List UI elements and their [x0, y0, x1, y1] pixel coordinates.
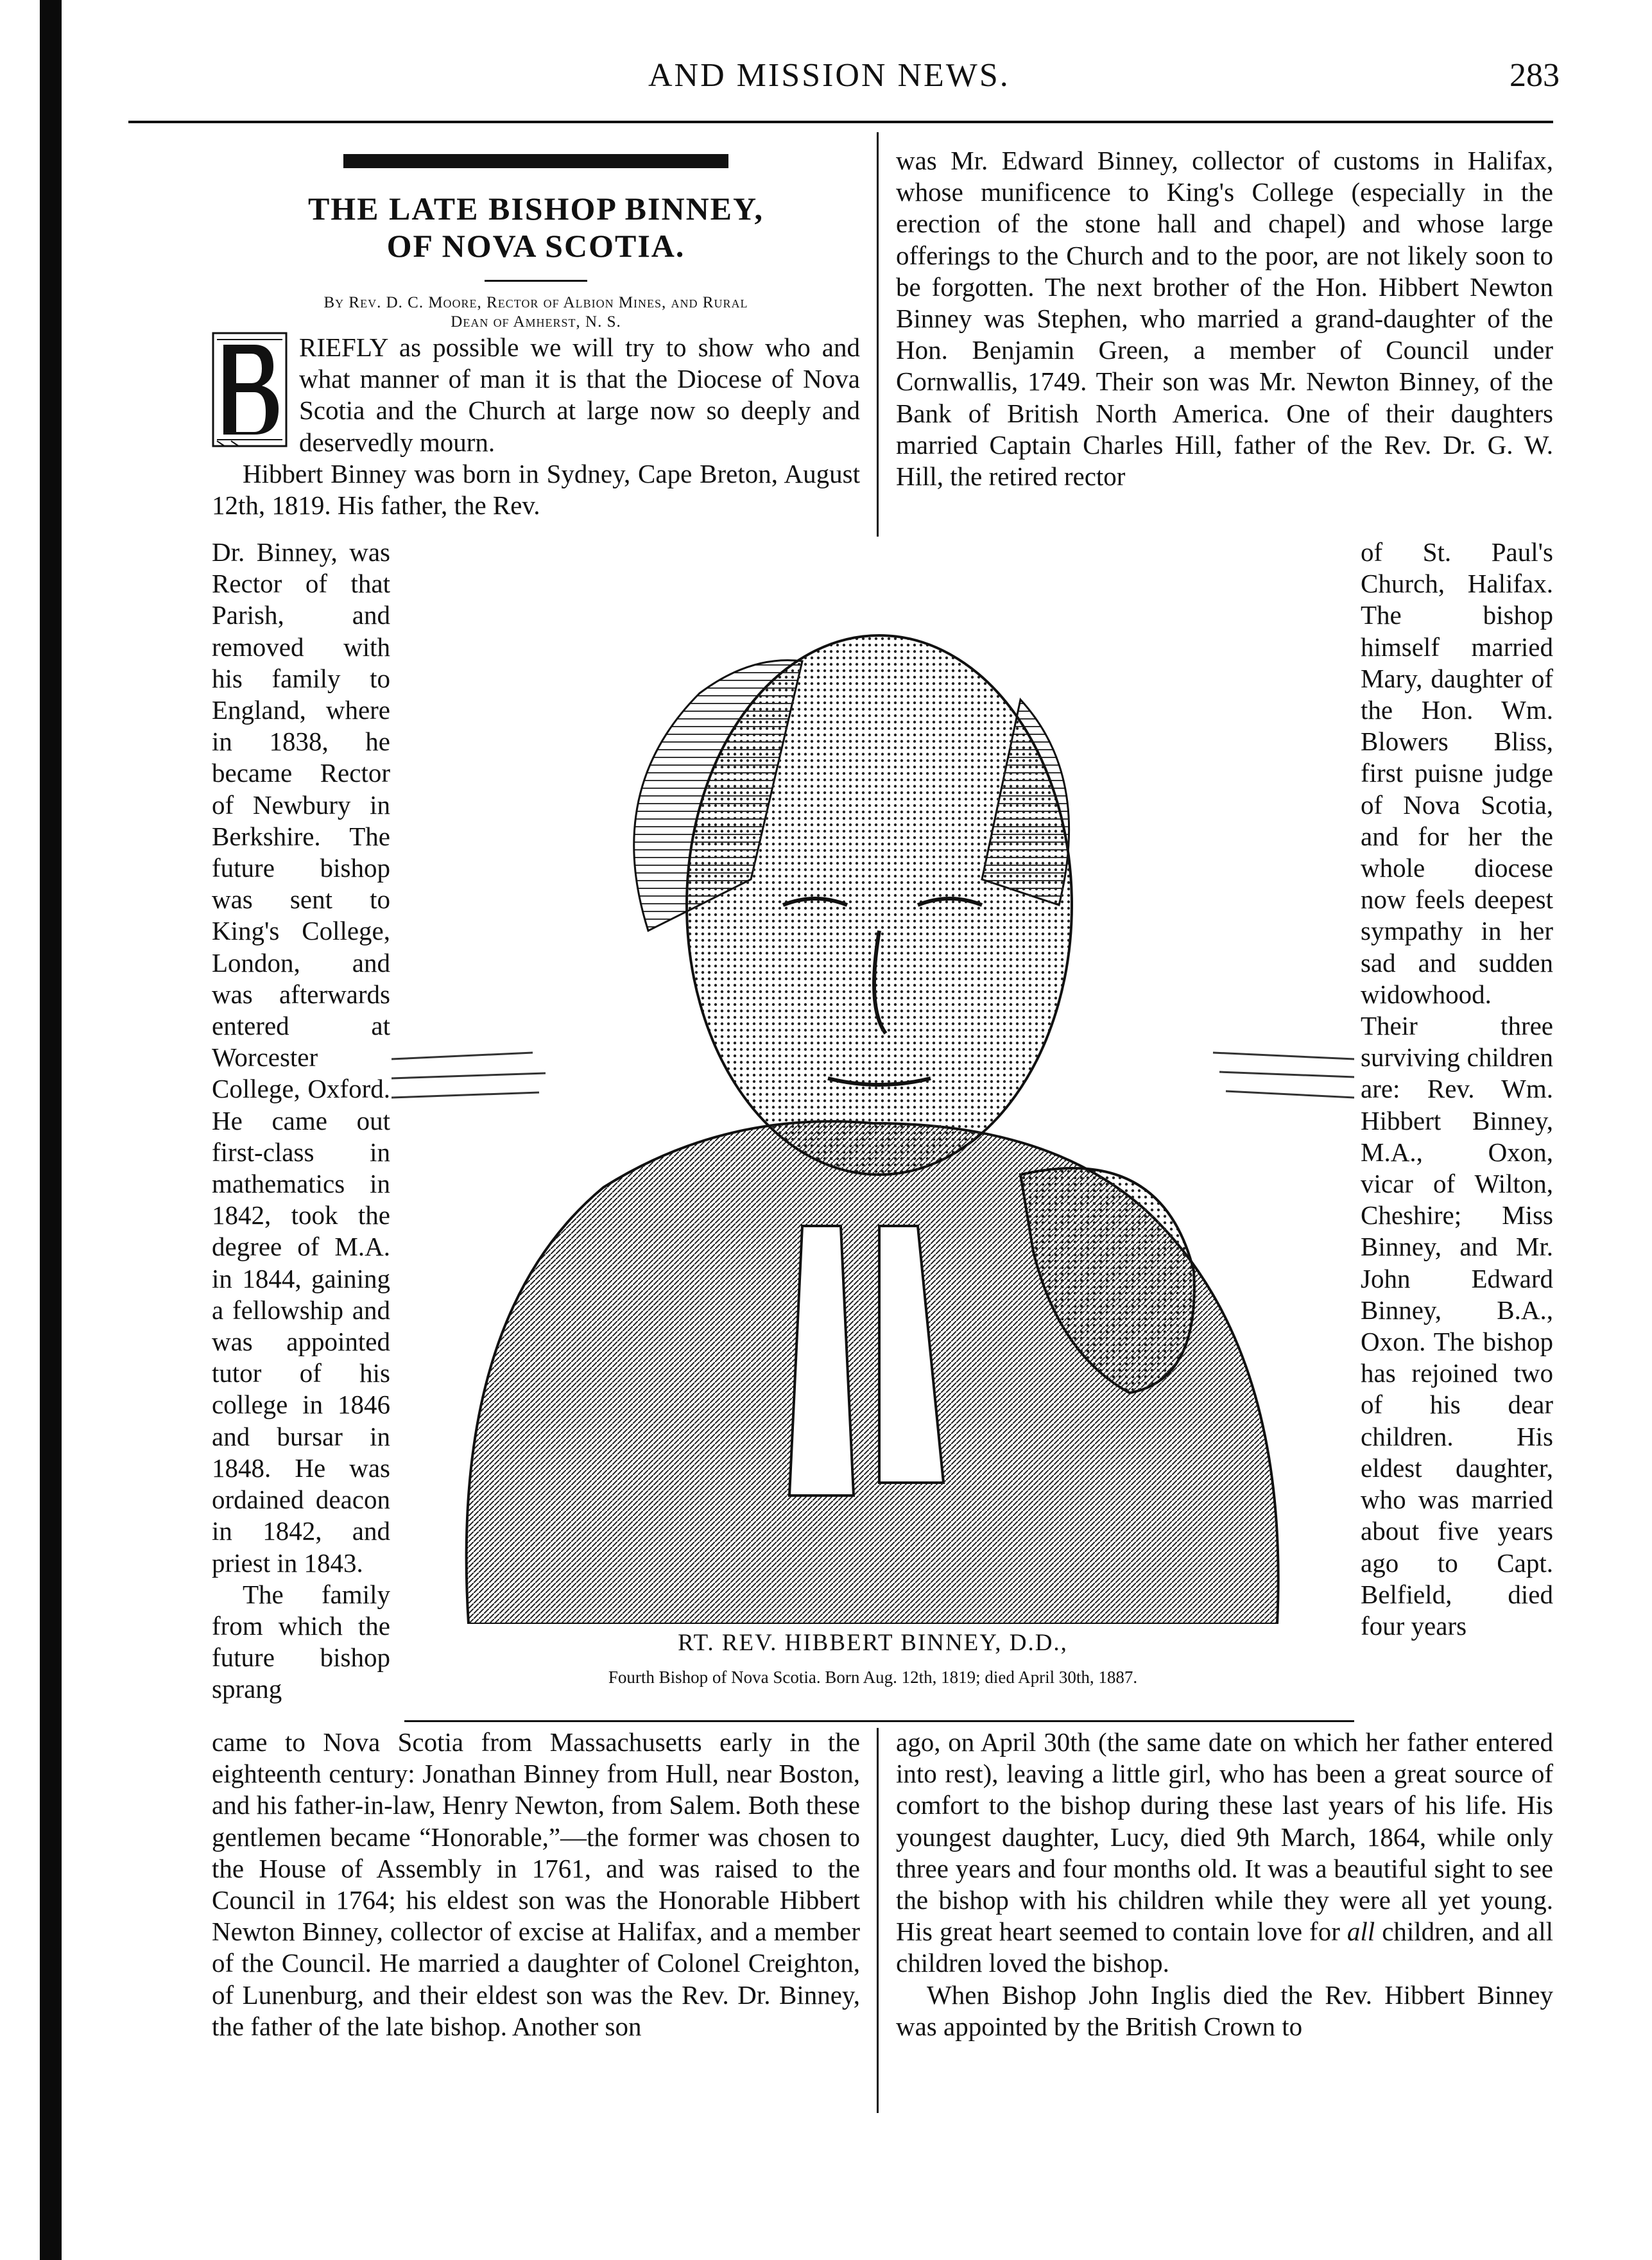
column-divider-top — [877, 132, 879, 537]
family-origin-paragraph: The family from which the future bishop sprang — [212, 1579, 390, 1704]
page-edge-bar — [40, 0, 62, 2260]
running-title: AND MISSION NEWS. — [648, 57, 1010, 94]
page-number: 283 — [1510, 57, 1560, 94]
title-ornament-bar — [343, 154, 728, 168]
byline-line1: By Rev. D. C. Moore, Rector of Albion Mines, and Rural — [323, 294, 748, 311]
birth-paragraph: Hibbert Binney was born in Sydney, Cape Breton, August 12th, 1819. His father, the Rev. — [212, 458, 860, 521]
right-column-top — [896, 145, 1553, 492]
children-paragraph: ago, on April 30th (the same date on which her father entered into rest), leaving a little girl, who has been a great source of comfort to the bishop during these last years of his life. His youngest daughter, Lucy, died 9th March, 1864, while only three years and four months old. It was a beautiful sight to see the bishop with his children while they were all yet young. His great heart seemed to contain love for all children, and all children loved the bishop. — [896, 1727, 1553, 1978]
drop-cap-b-ornament — [212, 332, 288, 447]
left-column-bottom — [212, 1727, 860, 2042]
ancestry-paragraph: came to Nova Scotia from Massachusetts early in the eighteenth century: Jonathan Binney from Hull, near Boston, and his father-in-law, Henry Newton, from Salem. Both these gentlemen became “Honorable,”—the former was chosen to the House of Assembly in 1761, and was raised to the Council in 1764; his eldest son was the Honorable Hibbert Newton Binney, collector of excise at Halifax, and a member of the Council. He married a daughter of Colonel Creighton, of Lunenburg, and their eldest son was the Rev. Dr. Binney, the father of the late bishop. Another son — [212, 1727, 860, 2041]
right-side-column — [1361, 537, 1553, 1642]
left-side-column — [212, 537, 390, 1705]
appointment-paragraph: When Bishop John Inglis died the Rev. Hibbert Binney was appointed by the British Crown to — [896, 1980, 1553, 2041]
left-column-top — [212, 145, 860, 521]
running-head — [148, 56, 1560, 108]
right-column-bottom — [896, 1727, 1553, 2042]
family-paragraph-continued: was Mr. Edward Binney, collector of customs in Halifax, whose munificence to King's College (especially in the erection of the stone hall and chapel) and whose large offerings to the Church and to the poor, are not likely soon to be forgotten. The next brother of the Hon. Hibbert Newton Binney was Stephen, who married a grand-daughter of the Hon. Benjamin Green, a member of Council under Cornwallis, 1749. Their son was Mr. Newton Binney, of the Bank of British North America. One of their daughters married Captain Charles Hill, father of the Rev. Dr. G. W. Hill, the retired rector — [896, 146, 1553, 492]
marriage-paragraph: of St. Paul's Church, Halifax. The bishop himself married Mary, daughter of the Hon. Wm. Blowers Bliss, first puisne judge of Nova Scotia, and for her the whole diocese now feels deepest sympathy in her sad and sudden widowhood. Their three surviving children are: Rev. Wm. Hibbert Binney, M.A., Oxon, vicar of Wilton, Cheshire; Miss Binney, and Mr. John Edward Binney, B.A., Oxon. The bishop has rejoined two of his dear children. His eldest daughter, who was married about five years ago to Capt. Belfield, died four years — [1361, 537, 1553, 1641]
emphasis-all: all — [1347, 1917, 1375, 1947]
header-rule — [128, 121, 1553, 123]
article-title — [212, 190, 860, 264]
bishop-portrait-engraving — [391, 546, 1354, 1624]
education-paragraph: Dr. Binney, was Rector of that Parish, and removed with his family to England, where in 1838, he became Rector of Newbury in Berkshire. The future bishop was sent to King's College, London, and was afterwards entered at Worcester College, Oxford. He came out first-class in mathematics in 1842, took the degree of M.A. in 1844, gaining a fellowship and was appointed tutor of his college in 1846 and bursar in 1848. He was ordained deacon in 1842, and priest in 1843. — [212, 537, 390, 1578]
article-title-line2: OF NOVA SCOTIA. — [386, 228, 685, 264]
portrait-caption-subtitle: Fourth Bishop of Nova Scotia. Born Aug. 12th, 1819; died April 30th, 1887. — [608, 1668, 1138, 1687]
portrait-caption-title: RT. REV. HIBBERT BINNEY, D.D., — [678, 1630, 1068, 1656]
article-title-line1: THE LATE BISHOP BINNEY, — [307, 191, 764, 227]
byline — [212, 293, 860, 332]
byline-line2: Dean of Amherst, N. S. — [451, 313, 621, 331]
title-rule — [485, 280, 587, 282]
opening-paragraph: RIEFLY as possible we will try to show who and what manner of man it is that the Diocese of Nova Scotia and the Church at large now so deeply and deservedly mourn. — [299, 332, 860, 457]
column-divider-bottom — [877, 1728, 879, 2113]
portrait-bottom-rule — [404, 1720, 1354, 1722]
